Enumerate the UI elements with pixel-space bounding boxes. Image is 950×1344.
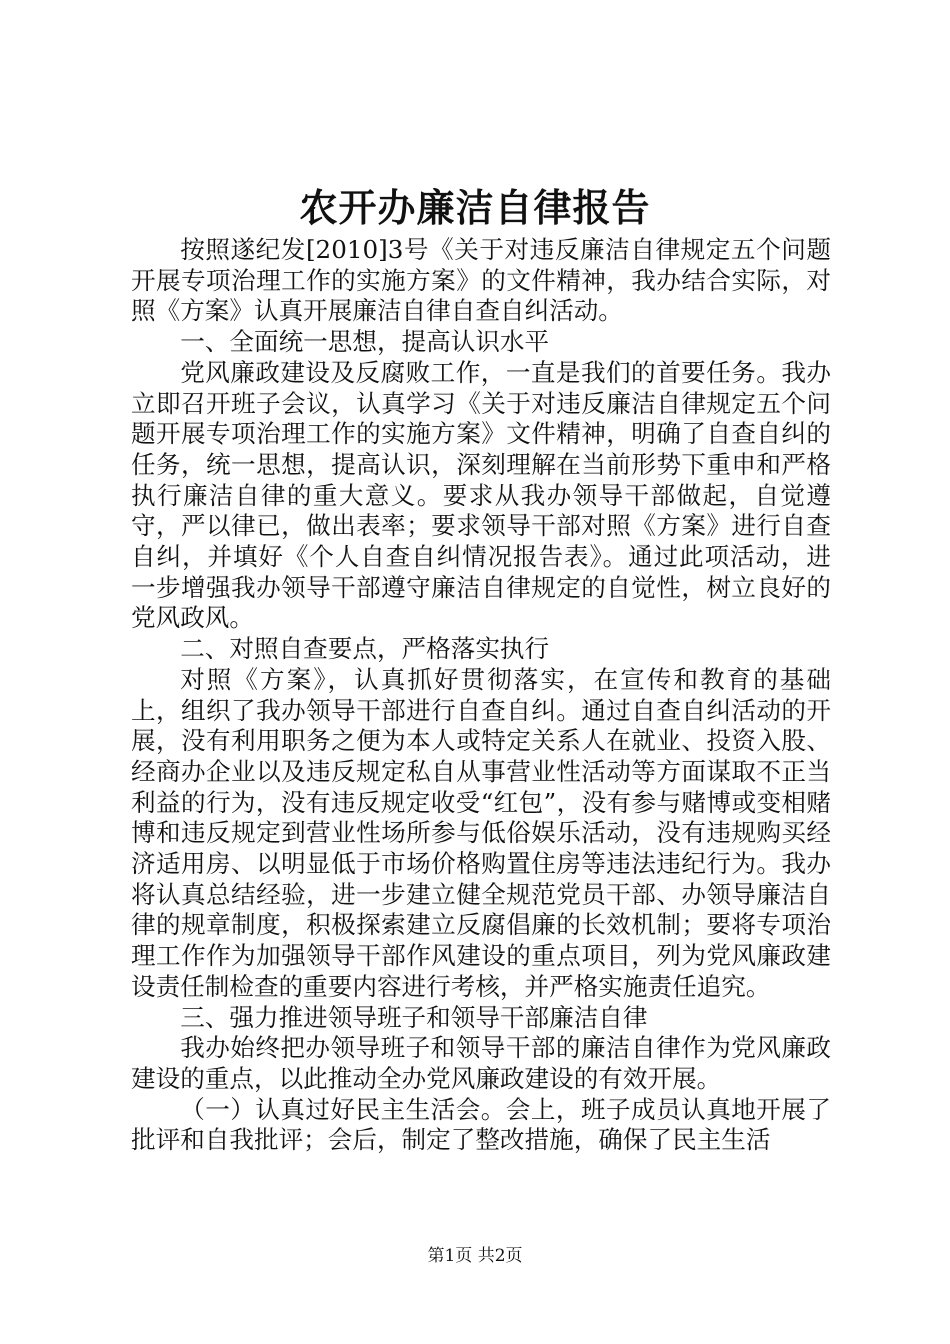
page-number-footer: 第1页 共2页 — [427, 1246, 523, 1266]
paragraph-section-3: 我办始终把办领导班子和领导干部的廉洁自律作为党风廉政建设的重点，以此推动全办党风廉政建设的有效开展。 — [131, 1033, 831, 1093]
paragraph-subsection-1: （一）认真过好民主生活会。会上，班子成员认真地开展了批评和自我批评；会后，制定了整改措施，确保了民主生活 — [131, 1094, 831, 1155]
paragraph-intro: 按照遂纪发[2010]3号《关于对违反廉洁自律规定五个问题开展专项治理工作的实施方案》的文件精神，我办结合实际，对照《方案》认真开展廉洁自律自查自纠活动。 — [131, 235, 831, 326]
section-heading-3: 三、强力推进领导班子和领导干部廉洁自律 — [180, 1002, 648, 1032]
paragraph-section-2: 对照《方案》，认真抓好贯彻落实，在宣传和教育的基础上，组织了我办领导干部进行自查自纠。通过自查自纠活动的开展，没有利用职务之便为本人或特定关系人在就业、投资入股、经商办企业以及违反规定私自从事营业性活动等方面谋取不正当利益的行为，没有违反规定收受“红包”，没有参与赌博或变相赌博和违反规定到营业性场所参与低俗娱乐活动，没有违规购买经济适用房、以明显低于市场价格购置住房等违法违纪行为。我办将认真总结经验，进一步建立健全规范党员干部、办领导廉洁自律的规章制度，积极探索建立反腐倡廉的长效机制；要将专项治理工作作为加强领导干部作风建设的重点项目，列为党风廉政建设责任制检查的重要内容进行考核，并严格实施责任追究。 — [131, 664, 831, 1001]
paragraph-section-1: 党风廉政建设及反腐败工作，一直是我们的首要任务。我办立即召开班子会议，认真学习《关于对违反廉洁自律规定五个问题开展专项治理工作的实施方案》文件精神，明确了自查自纠的任务，统一思想，提高认识，深刻理解在当前形势下重申和严格执行廉洁自律的重大意义。要求从我办领导干部做起，自觉遵守，严以律已，做出表率；要求领导干部对照《方案》进行自查自纠，并填好《个人自查自纠情况报告表》。通过此项活动，进一步增强我办领导干部遵守廉洁自律规定的自觉性，树立良好的党风政风。 — [131, 357, 831, 633]
section-heading-2: 二、对照自查要点，严格落实执行 — [180, 634, 550, 664]
document-title: 农开办廉洁自律报告 — [299, 185, 651, 230]
document-body — [131, 235, 831, 1156]
section-heading-1: 一、全面统一思想，提高认识水平 — [180, 327, 550, 357]
